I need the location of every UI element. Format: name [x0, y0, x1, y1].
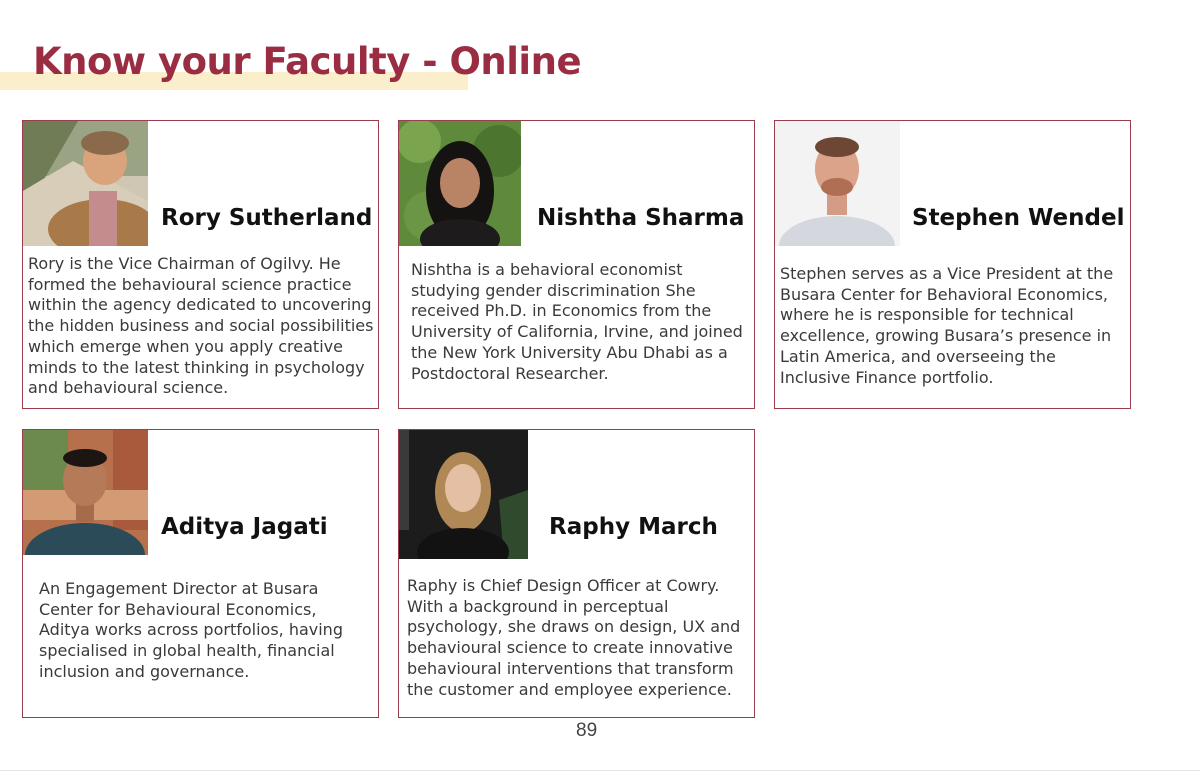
faculty-photo-nishtha-sharma	[399, 121, 521, 246]
faculty-bio: Nishtha is a behavioral economist studying gender discrimination She received Ph.D. in Economics from the University of California, Irvine, and joined the New York University Abu Dhabi as a Postdoctoral Researcher.	[411, 260, 743, 383]
faculty-name: Aditya Jagati	[161, 514, 328, 540]
faculty-name: Rory Sutherland	[161, 205, 373, 231]
page-title: Know your Faculty - Online	[33, 40, 582, 83]
faculty-photo-rory-sutherland	[23, 121, 148, 246]
faculty-photo-aditya-jagati	[23, 430, 148, 555]
divider	[0, 770, 1200, 771]
faculty-bio: An Engagement Director at Busara Center for Behavioural Economics, Aditya works across portfolios, having specialised in global health, financial inclusion and governance.	[39, 579, 343, 681]
faculty-bio: Raphy is Chief Design Officer at Cowry. With a background in perceptual psychology, she draws on design, UX and behavioural science to create innovative behavioural interventions that transform the customer and employee experience.	[407, 576, 741, 699]
faculty-photo-raphy-march	[399, 430, 528, 559]
faculty-name: Nishtha Sharma	[537, 205, 745, 231]
faculty-card-rory-sutherland	[22, 120, 379, 409]
faculty-card-nishtha-sharma	[398, 120, 755, 409]
faculty-photo-stephen-wendel	[775, 121, 900, 246]
faculty-bio: Rory is the Vice Chairman of Ogilvy. He formed the behavioural science practice within the agency dedicated to uncovering the hidden business and social possibilities which emerge when you apply creative minds to the latest thinking in psychology and behavioural science.	[28, 254, 374, 398]
faculty-name: Raphy March	[549, 514, 718, 540]
page-number: 89	[576, 720, 598, 741]
faculty-bio: Stephen serves as a Vice President at the Busara Center for Behavioral Economics, where he is responsible for technical excellence, growing Busara’s presence in Latin America, and overseeing the Inclusive Finance portfolio.	[780, 264, 1114, 387]
faculty-name: Stephen Wendel	[912, 205, 1125, 231]
faculty-card-aditya-jagati	[22, 429, 379, 718]
faculty-card-stephen-wendel	[774, 120, 1131, 409]
faculty-card-raphy-march	[398, 429, 755, 718]
